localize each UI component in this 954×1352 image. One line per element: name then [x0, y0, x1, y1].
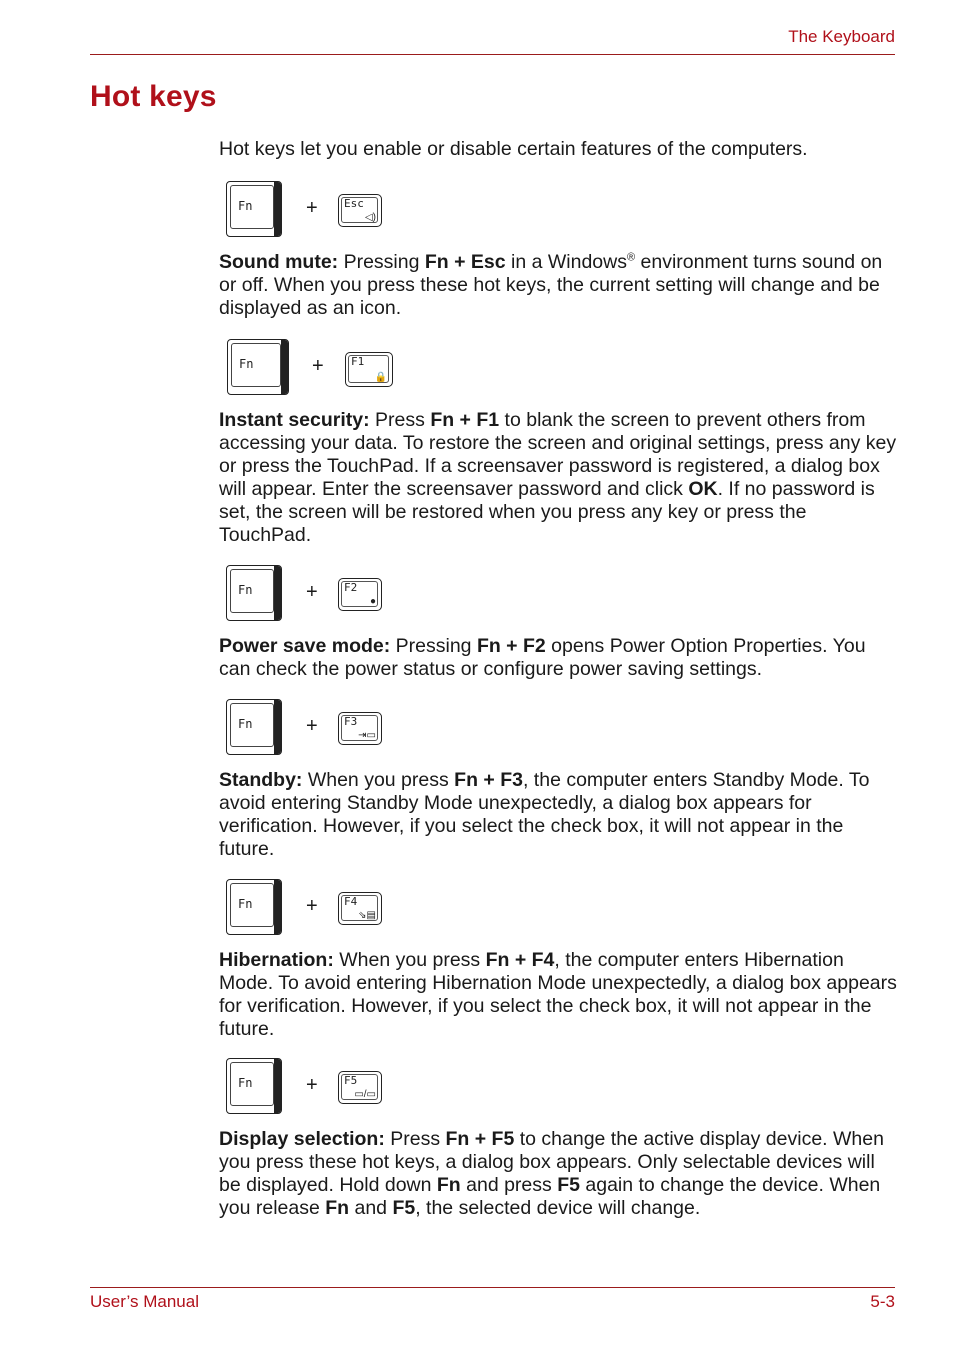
hotkey-entry-sound-mute: [219, 181, 899, 320]
header-rule: [90, 54, 895, 55]
plus-sign: +: [306, 895, 318, 917]
hotkey-entry-hibernation: [219, 879, 899, 1041]
plus-sign: +: [306, 197, 318, 219]
intro-text: Hot keys let you enable or disable certain features of the computers.: [219, 138, 808, 160]
display-switch-icon: ▭/▭: [354, 1089, 376, 1100]
f1-key-icon: F1 🔒: [345, 352, 393, 387]
key-combo: [219, 1058, 899, 1120]
footer-rule: [90, 1287, 895, 1288]
fn-key-icon: Fn: [226, 699, 282, 755]
hotkey-description: Instant security: Press Fn + F1 to blank the screen to prevent others from accessing your data. To restore the screen and original settings, press any key or press the TouchPad. If a screensaver password is registered, a dialog box will appear. Enter the screensaver password and click OK. If no password is set, the screen will be restored when you press any key or press the TouchPad.: [219, 409, 897, 546]
hotkey-entry-standby: [219, 699, 899, 861]
f2-key-icon: F2 ●: [338, 578, 382, 611]
hotkey-description: Hibernation: When you press Fn + F4, the computer enters Hibernation Mode. To avoid entering Hibernation Mode unexpectedly, a dialog box appears for verification. However, if you select the check box, it will not appear in the future.: [219, 949, 897, 1040]
hotkey-description: Sound mute: Pressing Fn + Esc in a Windows® environment turns sound on or off. When you press these hot keys, the current setting will change and be displayed as an icon.: [219, 251, 883, 319]
key-combo: [219, 699, 899, 761]
hotkey-description: Display selection: Press Fn + F5 to change the active display device. When you press these hot keys, a dialog box appears. Only selectable devices will be displayed. Hold down Fn and press F5 again to change the device. When you release Fn and F5, the selected device will change.: [219, 1128, 884, 1219]
plus-sign: +: [306, 715, 318, 737]
speaker-icon: ◁): [364, 212, 376, 223]
hotkey-description: Power save mode: Pressing Fn + F2 opens Power Option Properties. You can check the power status or configure power saving settings.: [219, 635, 866, 680]
plus-sign: +: [306, 1074, 318, 1096]
f4-key-icon: F4 ⇘▤: [338, 892, 382, 925]
fn-key-icon: Fn: [226, 879, 282, 935]
hotkey-description: Standby: When you press Fn + F3, the computer enters Standby Mode. To avoid entering Standby Mode unexpectedly, a dialog box appears for verification. However, if you select the check box, it will not appear in the future.: [219, 769, 870, 860]
page-title: Hot keys: [90, 80, 217, 113]
key-combo: [219, 565, 899, 627]
fn-key-icon: Fn: [227, 339, 289, 395]
hotkey-entry-power-save-mode: [219, 565, 899, 681]
plus-sign: +: [306, 581, 318, 603]
f3-key-icon: F3 ⇥▭: [338, 712, 382, 745]
footer-page-number: 5-3: [870, 1292, 895, 1311]
lock-icon: 🔒: [374, 372, 387, 383]
fn-key-icon: Fn: [226, 181, 282, 237]
key-combo: [219, 339, 899, 401]
plus-sign: +: [312, 355, 324, 377]
fn-key-icon: Fn: [226, 1058, 282, 1114]
key-combo: [219, 181, 899, 243]
key-combo: [219, 879, 899, 941]
power-save-icon: ●: [369, 596, 376, 607]
esc-key-icon: Esc ◁): [338, 194, 382, 227]
hibernation-icon: ⇘▤: [358, 910, 376, 921]
fn-key-icon: Fn: [226, 565, 282, 621]
standby-icon: ⇥▭: [358, 730, 376, 741]
hotkey-entry-display-selection: [219, 1058, 899, 1220]
f5-key-icon: F5 ▭/▭: [338, 1071, 382, 1104]
chapter-title: The Keyboard: [788, 27, 895, 46]
hotkey-entry-instant-security: [219, 339, 899, 547]
footer-manual-name: User’s Manual: [90, 1292, 199, 1311]
